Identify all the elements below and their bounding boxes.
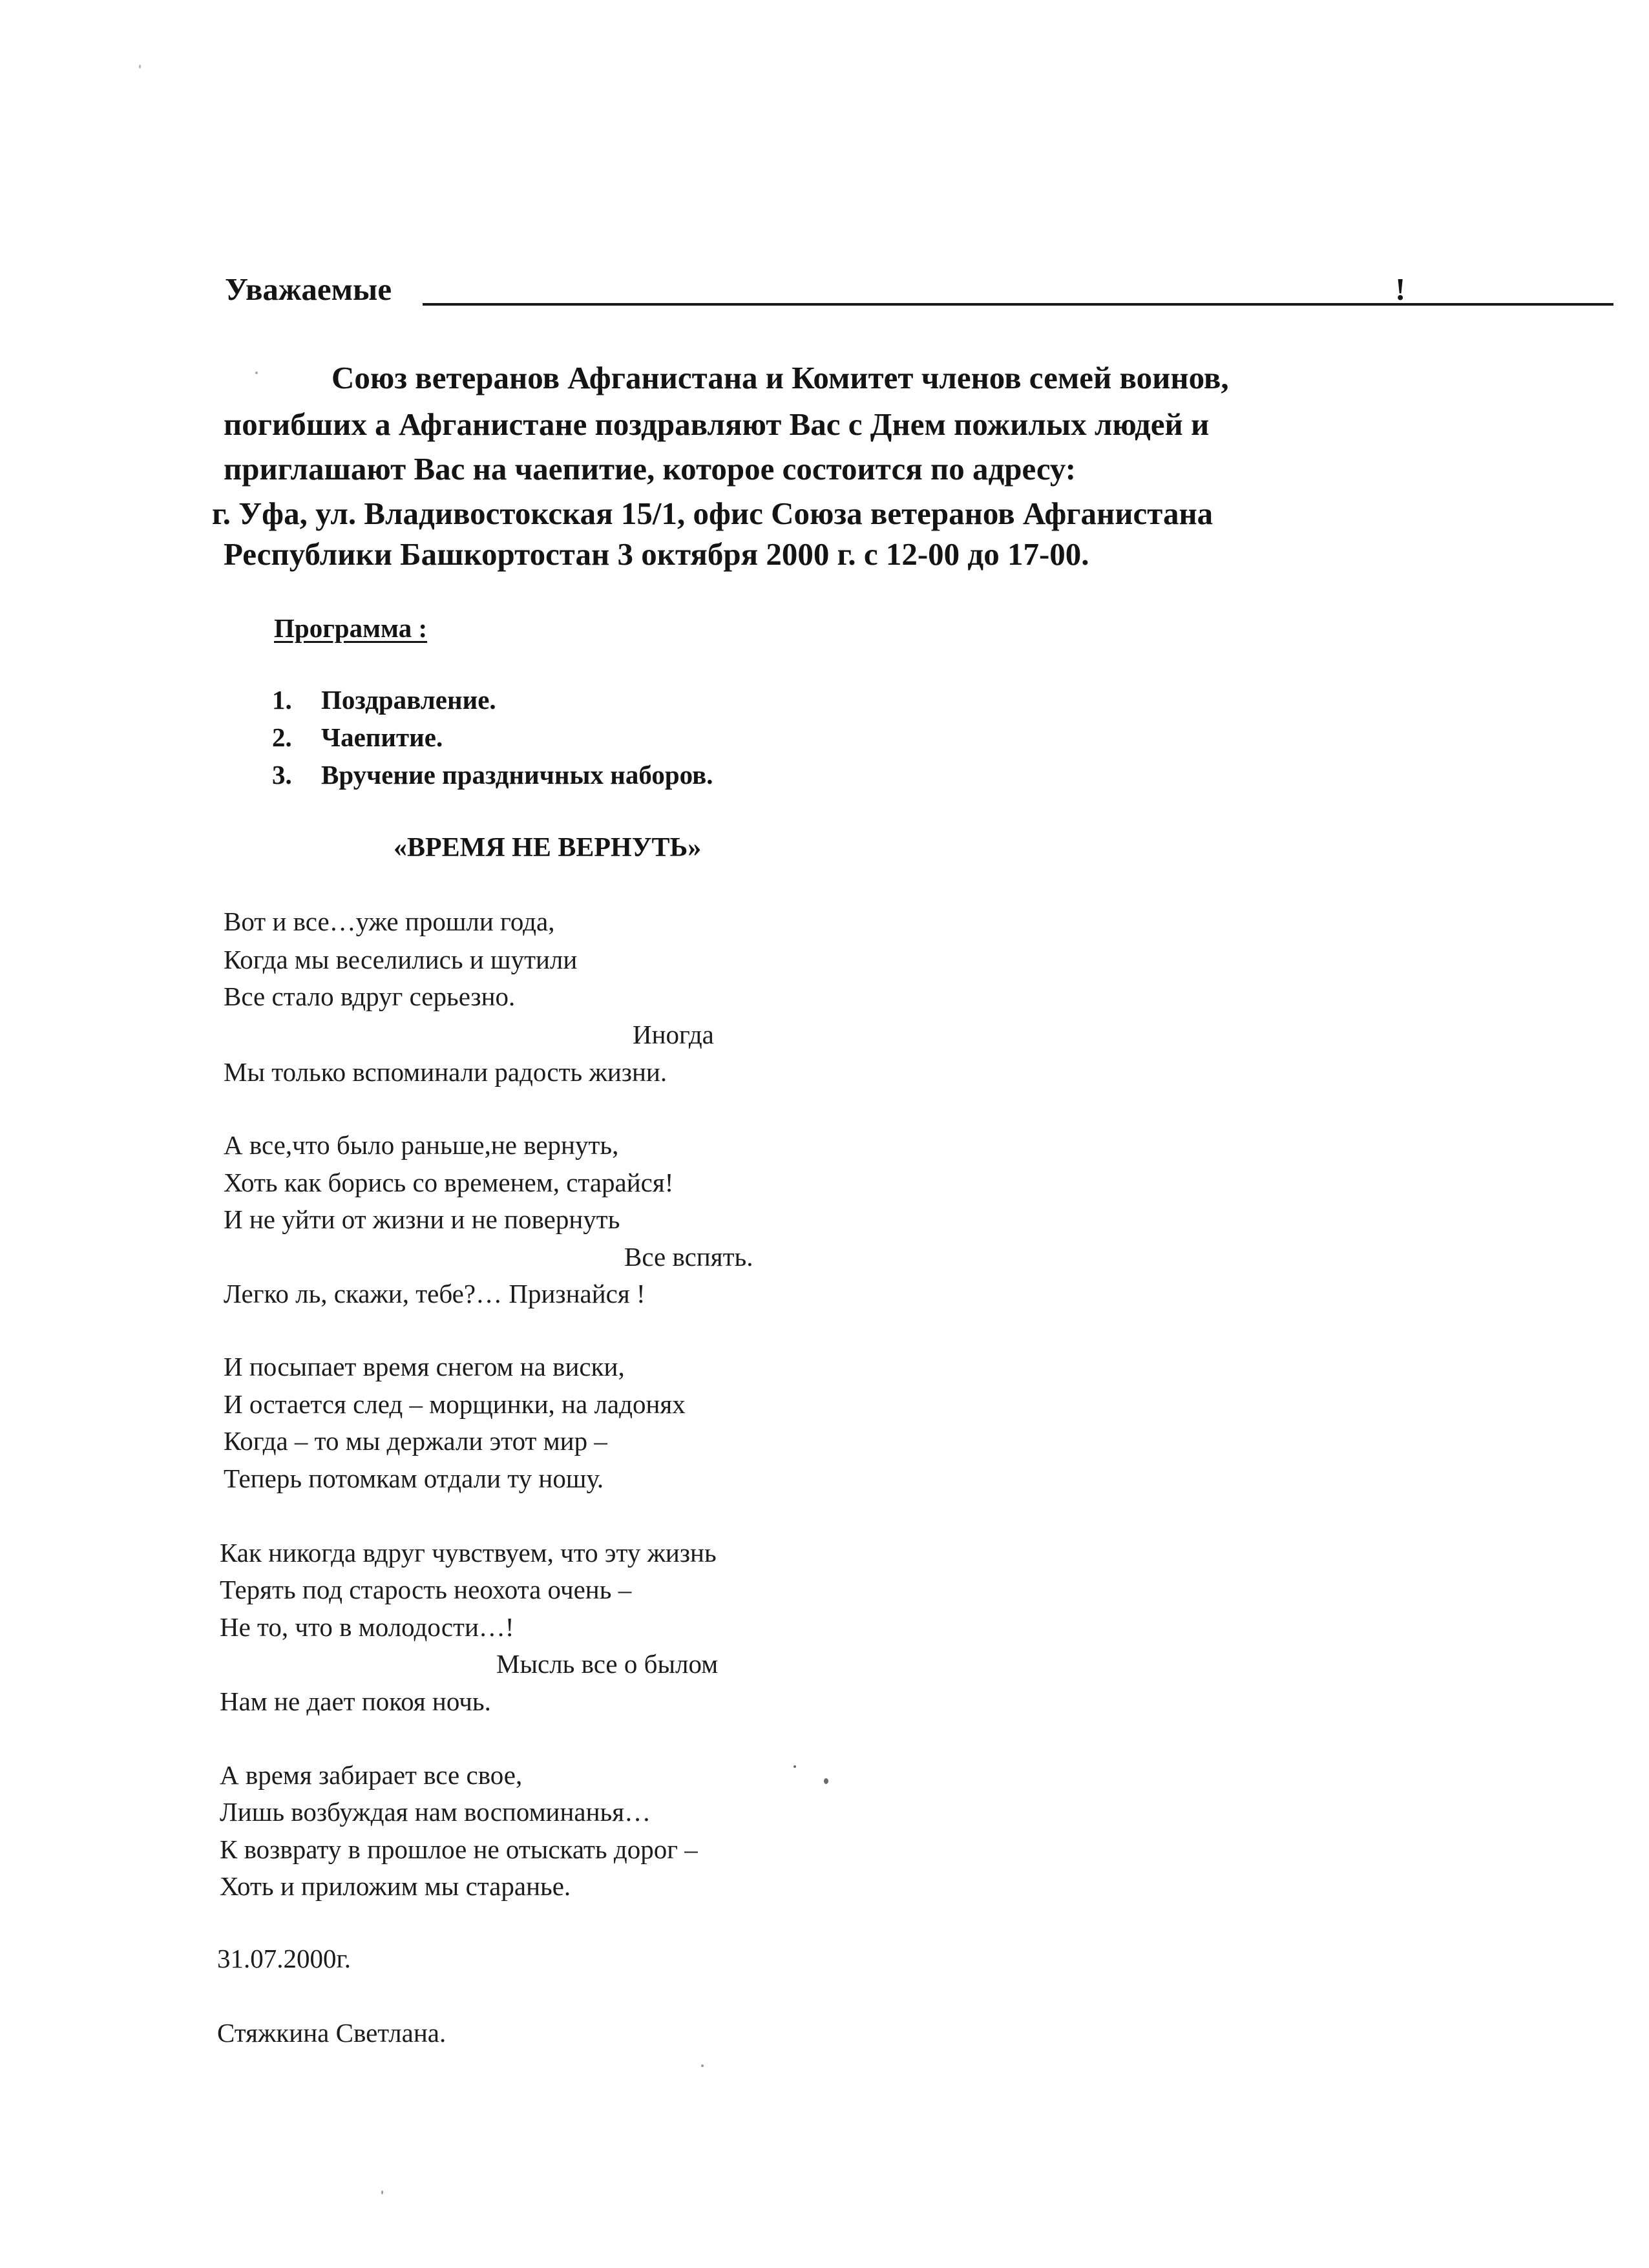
scan-speck bbox=[701, 2064, 704, 2067]
poem-line: Легко ль, скажи, тебе?… Признайся ! bbox=[224, 1279, 646, 1308]
intro-line: Республики Башкортостан 3 октября 2000 г. с 12-00 до 17-00. bbox=[224, 536, 1089, 572]
poem-line: И не уйти от жизни и не повернуть bbox=[224, 1204, 620, 1234]
poem-line: Когда мы веселились и шутили bbox=[224, 945, 578, 974]
poem-line: Иногда bbox=[633, 1020, 714, 1049]
salutation-exclamation: ! bbox=[1395, 271, 1406, 307]
poem-line: Все стало вдруг серьезно. bbox=[224, 982, 516, 1011]
program-heading: Программа : bbox=[274, 613, 428, 643]
poem-line: И посыпает время снегом на виски, bbox=[224, 1352, 625, 1381]
scan-speck bbox=[793, 1765, 796, 1768]
poem-line: А время забирает все свое, bbox=[220, 1760, 523, 1790]
program-item-number: 3. bbox=[272, 760, 292, 790]
intro-line: Союз ветеранов Афганистана и Комитет членов семей воинов, bbox=[331, 360, 1229, 395]
program-item-text: Вручение праздничных наборов. bbox=[321, 760, 713, 790]
program-item-text: Чаепитие. bbox=[321, 722, 443, 752]
poem-line: Как никогда вдруг чувствуем, что эту жизнь bbox=[220, 1538, 717, 1568]
poem-line: Терять под старость неохота очень – bbox=[220, 1575, 632, 1604]
program-item-text: Поздравление. bbox=[321, 685, 496, 715]
intro-line: г. Уфа, ул. Владивостокская 15/1, офис Союза ветеранов Афганистана bbox=[212, 496, 1213, 531]
scan-speck bbox=[255, 372, 258, 374]
intro-line: приглашают Вас на чаепитие, которое состоится по адресу: bbox=[224, 451, 1077, 487]
poem-line: Не то, что в молодости…! bbox=[220, 1612, 514, 1642]
poem-line: Мы только вспоминали радость жизни. bbox=[224, 1057, 667, 1087]
poem-line: Все вспять. bbox=[624, 1242, 753, 1272]
poem-line: И остается след – морщинки, на ладонях bbox=[224, 1389, 686, 1419]
poem-date: 31.07.2000г. bbox=[217, 1944, 351, 1973]
intro-line: погибших а Афганистане поздравляют Вас с Днем пожилых людей и bbox=[224, 406, 1210, 442]
poem-author: Стяжкина Светлана. bbox=[217, 2018, 446, 2048]
poem-line: Хоть как борись со временем, старайся! bbox=[224, 1168, 674, 1197]
poem-line: Вот и все…уже прошли года, bbox=[224, 907, 555, 936]
poem-line: Теперь потомкам отдали ту ношу. bbox=[224, 1464, 604, 1493]
poem-line: А все,что было раньше,не вернуть, bbox=[224, 1130, 619, 1160]
poem-line: Мысль все о былом bbox=[496, 1649, 719, 1679]
scan-speck bbox=[381, 2190, 383, 2194]
salutation-word: Уважаемые bbox=[225, 271, 392, 307]
poem-title: «ВРЕМЯ НЕ ВЕРНУТЬ» bbox=[394, 833, 702, 863]
salutation-row bbox=[225, 270, 1411, 309]
poem-line: К возврату в прошлое не отыскать дорог – bbox=[220, 1834, 698, 1864]
poem-line: Хоть и приложим мы старанье. bbox=[220, 1871, 571, 1901]
poem-line: Нам не дает покоя ночь. bbox=[220, 1686, 491, 1716]
salutation-blank-line bbox=[423, 303, 1613, 306]
program-item-number: 2. bbox=[272, 722, 292, 752]
poem-line: Лишь возбуждая нам воспоминанья… bbox=[220, 1797, 651, 1827]
poem-line: Когда – то мы держали этот мир – bbox=[224, 1426, 607, 1456]
scan-speck bbox=[139, 65, 141, 68]
scan-speck bbox=[824, 1778, 828, 1784]
program-item-number: 1. bbox=[272, 685, 292, 715]
